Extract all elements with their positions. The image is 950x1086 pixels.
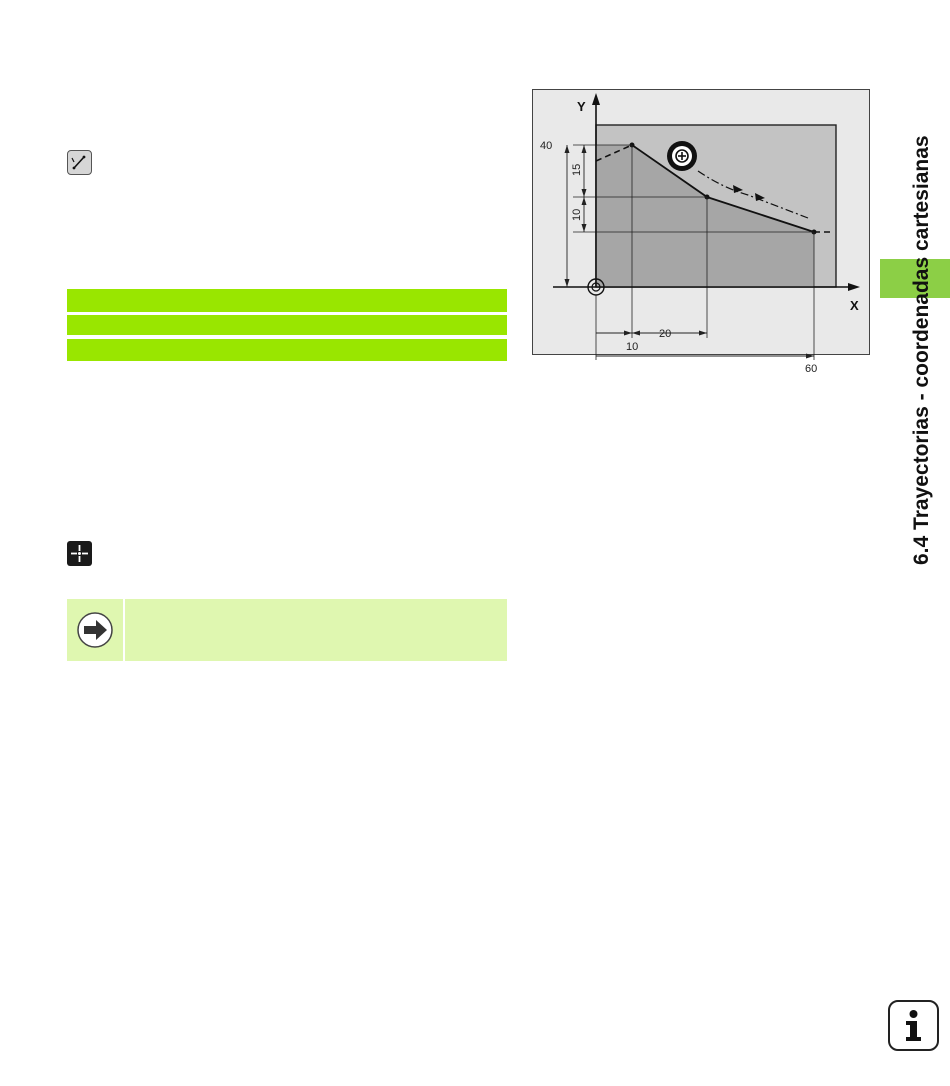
table-row — [67, 315, 507, 335]
dim-x-10: 10 — [626, 341, 639, 353]
chapter-title: 6.4 Trayectorias - coordenadas cartesianas — [910, 135, 933, 565]
x-axis-label: X — [850, 298, 859, 313]
dim-x-20: 20 — [659, 328, 672, 340]
y-axis-label: Y — [577, 99, 586, 114]
note-box — [67, 599, 507, 661]
dim-x-60: 60 — [805, 363, 818, 375]
dim-y-40: 40 — [540, 140, 553, 152]
info-icon — [888, 1000, 939, 1051]
arrow-right-icon — [67, 599, 123, 661]
milling-cutter-icon — [667, 141, 697, 171]
table-row — [67, 289, 507, 312]
dim-y-10: 10 — [571, 208, 583, 221]
table-row — [67, 339, 507, 361]
line-key-icon — [67, 150, 92, 175]
crosshair-key-icon — [67, 541, 92, 566]
contour-figure — [532, 89, 870, 375]
note-divider — [123, 599, 125, 661]
dim-y-15: 15 — [571, 163, 583, 176]
